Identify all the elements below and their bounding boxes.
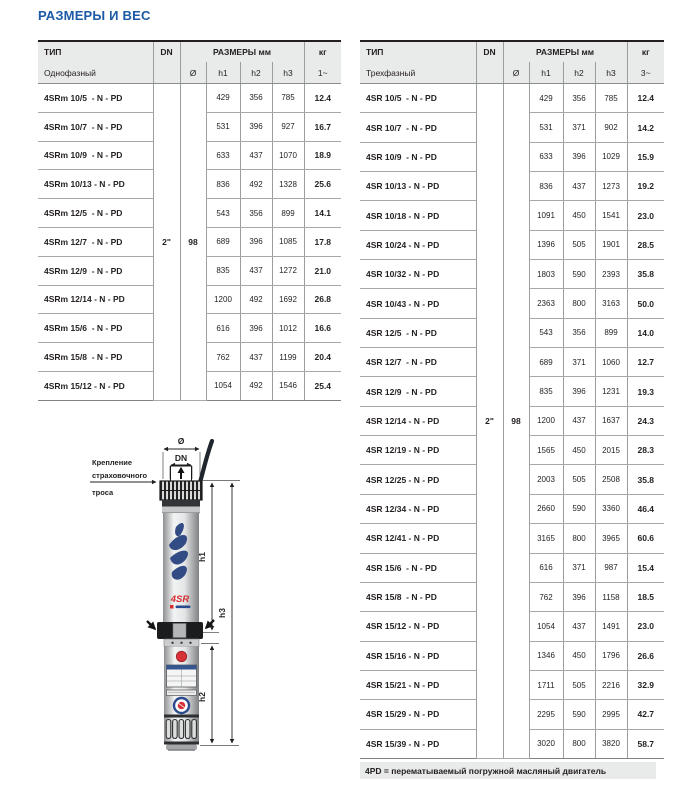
h3-cell: 2015 [595,436,627,465]
h3-cell: 1060 [595,348,627,377]
model-cell: 4SR 10/24 - N - PD [360,230,476,259]
h1-cell: 1200 [529,406,563,435]
model-cell: 4SRm 12/7 - N - PD [38,227,153,256]
diameter-value-cell: 98 [503,84,529,759]
h2-cell: 492 [240,285,272,314]
h1-cell: 1346 [529,641,563,670]
discharge-port [171,466,192,481]
kg-cell: 14.2 [627,113,664,142]
model-cell: 4SR 10/13 - N - PD [360,172,476,201]
subheader-h2: h2 [240,62,272,84]
h3-cell: 3820 [595,729,627,758]
h1-cell: 633 [529,142,563,171]
h3-cell: 1546 [272,371,304,400]
kg-cell: 15.4 [627,553,664,582]
h2-cell: 505 [563,230,595,259]
h3-cell: 987 [595,553,627,582]
subheader-h3: h3 [595,62,627,84]
h1-cell: 689 [206,227,240,256]
h2-cell: 437 [563,612,595,641]
h2-cell: 800 [563,524,595,553]
model-cell: 4SRm 10/7 - N - PD [38,112,153,141]
kg-cell: 19.2 [627,172,664,201]
model-cell: 4SR 12/34 - N - PD [360,494,476,523]
model-cell: 4SR 15/16 - N - PD [360,641,476,670]
h3-cell: 1692 [272,285,304,314]
h2-cell: 396 [240,314,272,343]
h1-cell: 836 [529,172,563,201]
kg-cell: 58.7 [627,729,664,758]
h2-cell: 371 [563,113,595,142]
h3-cell: 1272 [272,256,304,285]
kg-cell: 26.8 [304,285,341,314]
subheader-phase-count: 1~ [304,62,341,84]
kg-cell: 50.0 [627,289,664,318]
h2-cell: 800 [563,729,595,758]
h3-cell: 2995 [595,700,627,729]
h3-cell: 1085 [272,227,304,256]
model-cell: 4SR 12/25 - N - PD [360,465,476,494]
h1-cell: 762 [529,582,563,611]
suction-band [157,622,203,639]
pump-diagram [80,430,255,765]
intake-arrow-left [147,621,155,629]
model-cell: 4SRm 12/14 - N - PD [38,285,153,314]
kg-cell: 21.0 [304,256,341,285]
kg-cell: 25.6 [304,170,341,199]
dn-value-cell: 2" [153,84,180,401]
h3-cell: 785 [595,84,627,113]
model-cell: 4SR 15/29 - N - PD [360,700,476,729]
4sr-logo-text: 4SR [170,594,190,605]
model-cell: 4SR 10/5 - N - PD [360,84,476,113]
h1-cell: 3020 [529,729,563,758]
subheader-h1: h1 [529,62,563,84]
diameter-dim-label: Ø [177,436,185,446]
col-header-type: ТИП [360,41,476,62]
subheader-h2: h2 [563,62,595,84]
neck-ring-dark [162,500,200,507]
kg-cell: 16.6 [304,314,341,343]
single-phase-table-header [38,41,341,84]
brand-mark-blue [176,606,191,609]
h2-cell: 356 [563,84,595,113]
model-cell: 4SR 12/14 - N - PD [360,406,476,435]
table-row [38,84,341,113]
h2-cell: 396 [240,112,272,141]
kg-cell: 28.3 [627,436,664,465]
h3-cell: 2393 [595,260,627,289]
h1-cell: 2295 [529,700,563,729]
red-dot-badge [176,651,186,661]
h3-cell: 2216 [595,670,627,699]
h1-cell: 1054 [206,371,240,400]
h2-cell: 396 [563,142,595,171]
h3-cell: 902 [595,113,627,142]
h1-cell: 836 [206,170,240,199]
height-dimensions [197,481,240,746]
h2-cell: 356 [563,318,595,347]
bottom-cap-edge [168,750,195,751]
subheader-phase: Трехфазный [360,62,476,84]
rope-attachment-collar [160,481,202,500]
footnote-4pd: 4PD = перематываемый погружной масляный двигатель [360,762,656,779]
subheader-diameter: Ø [503,62,529,84]
h3-cell: 1491 [595,612,627,641]
h1-cell: 633 [206,141,240,170]
h2-cell: 396 [563,582,595,611]
dn-dim-label: DN [174,453,188,463]
h3-dim-label: h3 [217,608,227,618]
three-phase-table [360,40,664,759]
kg-cell: 35.8 [627,465,664,494]
rope-label-line3: троса [92,488,114,497]
model-cell: 4SR 12/41 - N - PD [360,524,476,553]
h3-cell: 1012 [272,314,304,343]
h1-cell: 1565 [529,436,563,465]
h1-cell: 616 [529,553,563,582]
h3-cell: 785 [272,84,304,113]
h2-cell: 505 [563,465,595,494]
model-cell: 4SR 15/6 - N - PD [360,553,476,582]
h1-cell: 1803 [529,260,563,289]
model-cell: 4SRm 15/8 - N - PD [38,343,153,372]
h1-cell: 2003 [529,465,563,494]
col-header-dimensions: РАЗМЕРЫ мм [180,41,304,62]
h2-cell: 356 [240,84,272,113]
kg-cell: 14.0 [627,318,664,347]
kg-cell: 18.5 [627,582,664,611]
table-row [360,84,664,113]
h3-cell: 1328 [272,170,304,199]
h3-cell: 1199 [272,343,304,372]
h1-cell: 2660 [529,494,563,523]
h1-cell: 429 [529,84,563,113]
model-cell: 4SR 10/32 - N - PD [360,260,476,289]
dn-value-cell: 2" [476,84,503,759]
col-header-kg: кг [304,41,341,62]
col-header-dn: DN [476,41,503,62]
model-cell: 4SRm 10/5 - N - PD [38,84,153,113]
h3-cell: 2508 [595,465,627,494]
h3-cell: 927 [272,112,304,141]
h2-cell: 437 [240,256,272,285]
three-phase-table-header [360,41,664,84]
col-header-type: ТИП [38,41,153,62]
h2-cell: 492 [240,170,272,199]
h2-cell: 590 [563,260,595,289]
h1-cell: 835 [529,377,563,406]
model-cell: 4SR 15/21 - N - PD [360,670,476,699]
h3-cell: 3965 [595,524,627,553]
kg-cell: 14.1 [304,199,341,228]
h3-cell: 1158 [595,582,627,611]
h2-cell: 371 [563,553,595,582]
kg-cell: 23.0 [627,201,664,230]
model-cell: 4SR 10/9 - N - PD [360,142,476,171]
rope-attachment-label [90,458,156,497]
cooling-slots [164,715,199,745]
neck-ring-light [162,507,200,513]
col-header-kg: кг [627,41,664,62]
diameter-value-cell: 98 [180,84,206,401]
h3-cell: 1273 [595,172,627,201]
subheader-phase-count: 3~ [627,62,664,84]
h1-cell: 835 [206,256,240,285]
h2-cell: 437 [240,343,272,372]
model-cell: 4SR 15/12 - N - PD [360,612,476,641]
kg-cell: 16.7 [304,112,341,141]
model-cell: 4SR 10/43 - N - PD [360,289,476,318]
kg-cell: 20.4 [304,343,341,372]
subheader-phase: Однофазный [38,62,153,84]
kg-cell: 18.9 [304,141,341,170]
kg-cell: 19.3 [627,377,664,406]
intake-arrow-right [206,620,214,628]
kg-cell: 32.9 [627,670,664,699]
h3-cell: 3360 [595,494,627,523]
h3-cell: 899 [272,199,304,228]
model-cell: 4SRm 10/13 - N - PD [38,170,153,199]
kg-cell: 12.7 [627,348,664,377]
h1-cell: 429 [206,84,240,113]
h1-cell: 1200 [206,285,240,314]
single-phase-table [38,40,341,401]
model-cell: 4SR 12/7 - N - PD [360,348,476,377]
col-header-dimensions: РАЗМЕРЫ мм [503,41,627,62]
h3-cell: 1070 [272,141,304,170]
h1-cell: 543 [206,199,240,228]
h2-cell: 590 [563,700,595,729]
h2-cell: 396 [563,377,595,406]
h2-cell: 450 [563,641,595,670]
serial-label [167,690,197,696]
kg-cell: 17.8 [304,227,341,256]
model-cell: 4SRm 12/5 - N - PD [38,199,153,228]
subheader-h1: h1 [206,62,240,84]
h2-cell: 505 [563,670,595,699]
h3-cell: 899 [595,318,627,347]
h2-dim-label: h2 [197,692,207,702]
kg-cell: 12.4 [304,84,341,113]
h1-cell: 531 [206,112,240,141]
h1-dim-label: h1 [197,552,207,562]
h1-cell: 543 [529,318,563,347]
h3-cell: 1029 [595,142,627,171]
h1-cell: 1711 [529,670,563,699]
h2-cell: 450 [563,201,595,230]
h1-cell: 1396 [529,230,563,259]
h2-cell: 437 [563,406,595,435]
kg-cell: 12.4 [627,84,664,113]
h1-cell: 1091 [529,201,563,230]
h1-cell: 3165 [529,524,563,553]
h2-cell: 437 [563,172,595,201]
kg-cell: 24.3 [627,406,664,435]
h2-cell: 800 [563,289,595,318]
h3-cell: 1541 [595,201,627,230]
model-cell: 4SRm 15/6 - N - PD [38,314,153,343]
kg-cell: 25.4 [304,371,341,400]
h1-cell: 762 [206,343,240,372]
kg-cell: 60.6 [627,524,664,553]
h3-cell: 1901 [595,230,627,259]
h2-cell: 492 [240,371,272,400]
h2-cell: 396 [240,227,272,256]
subheader-dn-empty [153,62,180,84]
h1-cell: 1054 [529,612,563,641]
col-header-dn: DN [153,41,180,62]
subheader-diameter: Ø [180,62,206,84]
motor-section [164,639,199,751]
subheader-h3: h3 [272,62,304,84]
h3-cell: 3163 [595,289,627,318]
brand-mark-red [170,605,174,609]
h1-cell: 689 [529,348,563,377]
kg-cell: 42.7 [627,700,664,729]
model-cell: 4SR 10/18 - N - PD [360,201,476,230]
rope-label-line2: страховочного [92,471,148,480]
kg-cell: 23.0 [627,612,664,641]
h1-cell: 2363 [529,289,563,318]
kg-cell: 35.8 [627,260,664,289]
round-brand-logo [174,698,189,713]
h3-cell: 1637 [595,406,627,435]
h2-cell: 590 [563,494,595,523]
h2-cell: 371 [563,348,595,377]
model-cell: 4SRm 12/9 - N - PD [38,256,153,285]
h2-cell: 437 [240,141,272,170]
kg-cell: 15.9 [627,142,664,171]
model-cell: 4SRm 10/9 - N - PD [38,141,153,170]
model-cell: 4SR 10/7 - N - PD [360,113,476,142]
model-cell: 4SR 12/5 - N - PD [360,318,476,347]
model-cell: 4SRm 15/12 - N - PD [38,371,153,400]
model-cell: 4SR 15/39 - N - PD [360,729,476,758]
kg-cell: 46.4 [627,494,664,523]
h3-cell: 1796 [595,641,627,670]
subheader-dn-empty [476,62,503,84]
h1-cell: 616 [206,314,240,343]
page-title: РАЗМЕРЫ И ВЕС [38,8,151,23]
nameplate [167,665,197,687]
h2-cell: 356 [240,199,272,228]
h1-cell: 531 [529,113,563,142]
model-cell: 4SR 12/19 - N - PD [360,436,476,465]
kg-cell: 28.5 [627,230,664,259]
model-cell: 4SR 15/8 - N - PD [360,582,476,611]
rope-label-line1: Крепление [92,458,133,467]
kg-cell: 26.6 [627,641,664,670]
h2-cell: 450 [563,436,595,465]
bottom-cap [166,745,197,751]
model-cell: 4SR 12/9 - N - PD [360,377,476,406]
h3-cell: 1231 [595,377,627,406]
